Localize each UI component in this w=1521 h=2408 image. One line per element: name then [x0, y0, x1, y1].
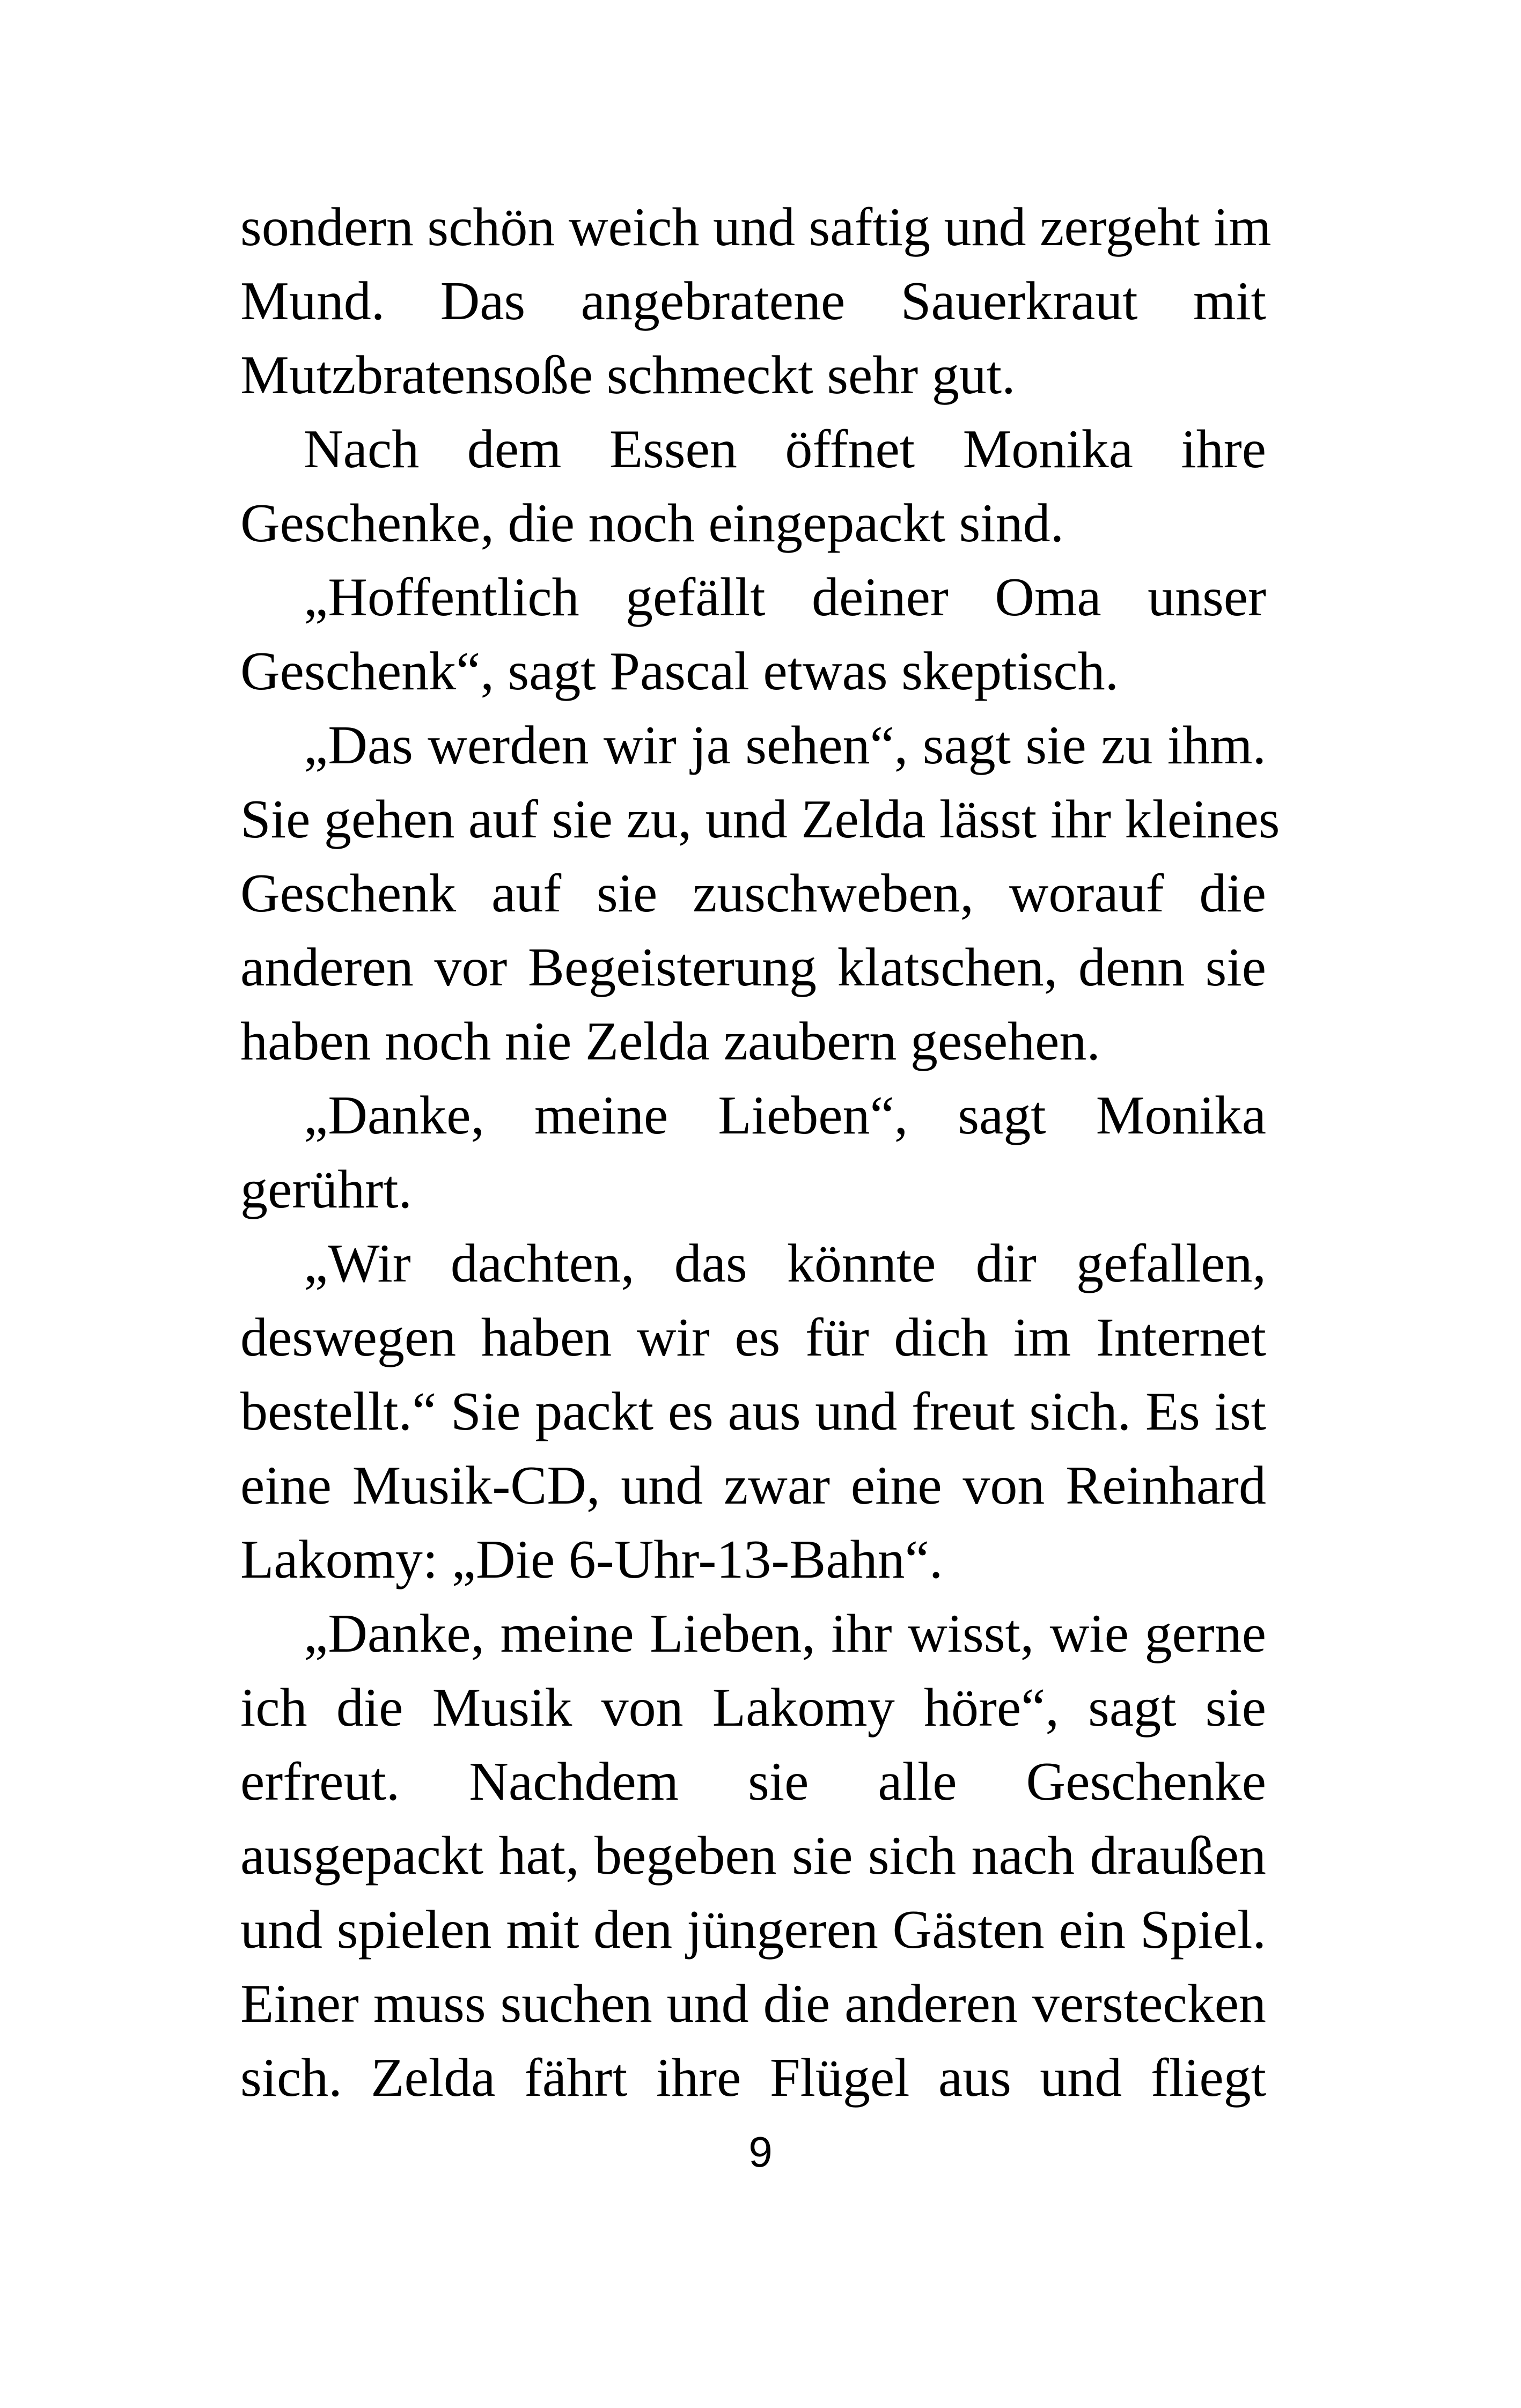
text-line: Mutzbratensoße schmeckt sehr gut.	[240, 345, 1016, 406]
text-line: „Danke, meine Lieben“, sagt Monika	[304, 1085, 1266, 1146]
text-line: anderen vor Begeisterung klatschen, denn sie	[240, 937, 1266, 998]
text-line: Geschenk auf sie zuschweben, worauf die	[240, 863, 1266, 924]
text-line: eine Musik-CD, und zwar eine von Reinhard	[240, 1455, 1266, 1516]
text-line: Mund. Das angebratene Sauerkraut mit	[240, 271, 1266, 332]
text-line: Nach dem Essen öffnet Monika ihre	[304, 419, 1266, 480]
text-line: „Wir dachten, das könnte dir gefallen,	[304, 1233, 1266, 1294]
text-line: und spielen mit den jüngeren Gästen ein Spiel.	[240, 1899, 1266, 1960]
text-line: „Das werden wir ja sehen“, sagt sie zu ihm.	[304, 715, 1266, 776]
text-line: sondern schön weich und saftig und zergeht im	[240, 197, 1272, 257]
text-line: Sie gehen auf sie zu, und Zelda lässt ihr kleines	[240, 789, 1280, 850]
text-line: ich die Musik von Lakomy höre“, sagt sie	[240, 1677, 1266, 1738]
text-line: haben noch nie Zelda zaubern gesehen.	[240, 1011, 1100, 1072]
text-line: „Hoffentlich gefällt deiner Oma unser	[304, 567, 1266, 628]
text-line: erfreut. Nachdem sie alle Geschenke	[240, 1751, 1266, 1812]
text-line: bestellt.“ Sie packt es aus und freut sich. Es ist	[240, 1381, 1266, 1442]
text-line: gerührt.	[240, 1159, 413, 1220]
text-line: Einer muss suchen und die anderen verstecken	[240, 1973, 1266, 2034]
text-line: ausgepackt hat, begeben sie sich nach draußen	[240, 1825, 1266, 1886]
text-line: deswegen haben wir es für dich im Internet	[240, 1307, 1266, 1368]
text-line: sich. Zelda fährt ihre Flügel aus und fliegt	[240, 2048, 1266, 2108]
text-line: „Danke, meine Lieben, ihr wisst, wie gerne	[304, 1603, 1266, 1664]
text-line: Geschenke, die noch eingepackt sind.	[240, 493, 1064, 554]
text-line: Lakomy: „Die 6-Uhr-13-Bahn“.	[240, 1529, 943, 1590]
page-number: 9	[748, 2128, 773, 2176]
text-line: Geschenk“, sagt Pascal etwas skeptisch.	[240, 641, 1119, 702]
